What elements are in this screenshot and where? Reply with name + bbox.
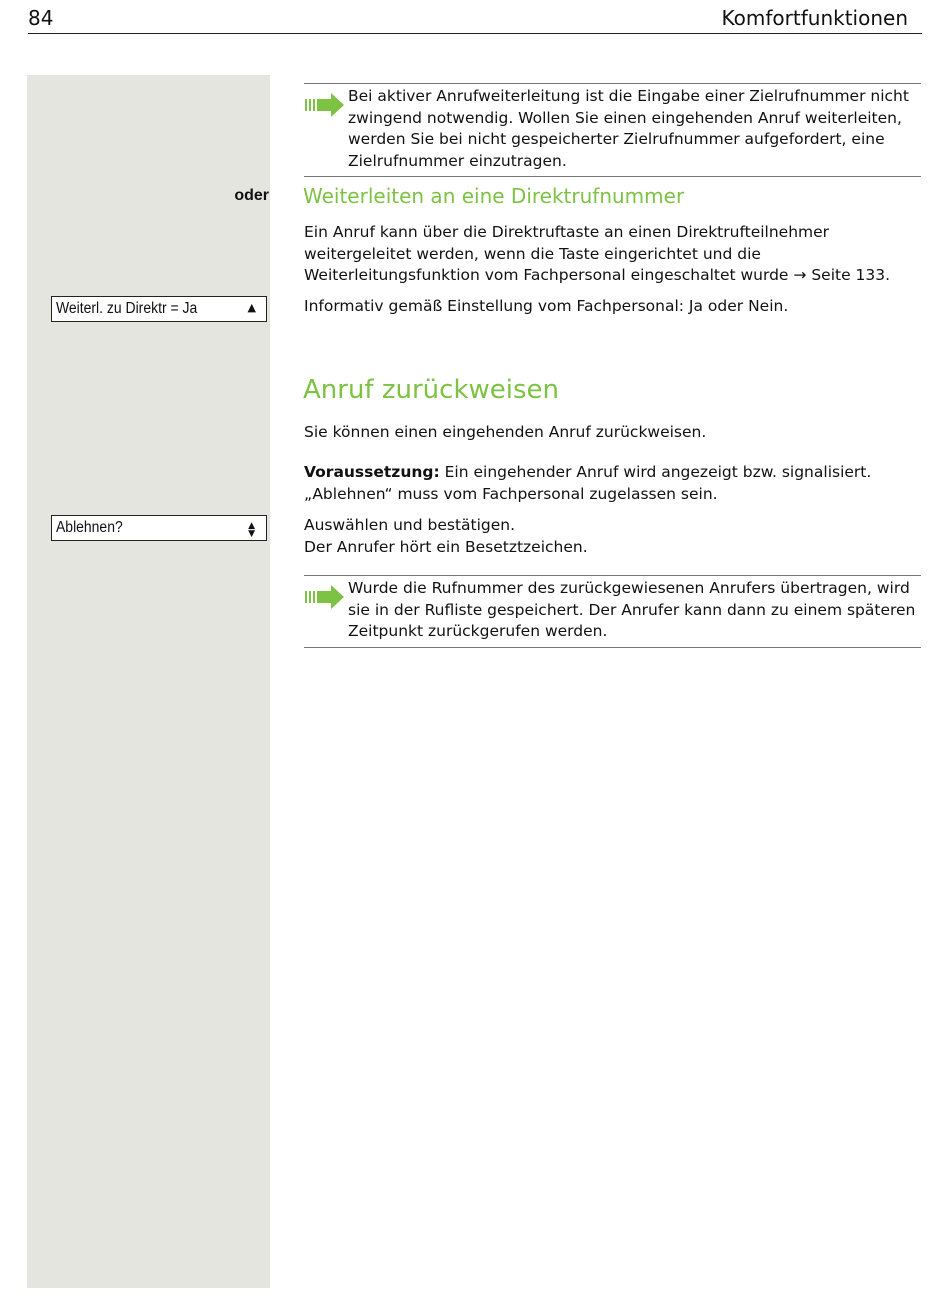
main-heading: Anruf zurückweisen xyxy=(303,375,560,405)
hint-text: Bei aktiver Anrufweiterleitung ist die Eingabe einer Zielrufnummer nicht zwingend notwendig. Wollen Sie einen eingehenden Anruf weiterleiten, werden Sie bei nicht gespeicherter Zielrufnummer aufgefordert, eine Zielrufnummer einzutragen. xyxy=(348,87,909,170)
oder-label: oder xyxy=(234,187,269,204)
section-title: Komfortfunktionen xyxy=(721,6,908,30)
display-ablehnen[interactable] xyxy=(51,515,267,541)
prerequisite-text: Ein eingehender Anruf wird angezeigt bzw. signalisiert. „Ablehnen“ muss vom Fachpersonal zugelassen sein. xyxy=(304,463,872,503)
action-text-2: Der Anrufer hört ein Besetztzeichen. xyxy=(304,538,588,556)
hint-arrow-icon xyxy=(304,92,346,118)
page-number: 84 xyxy=(28,6,54,30)
header-rule xyxy=(28,33,922,34)
display-label: Ablehnen? xyxy=(56,519,123,536)
sidebar-column xyxy=(27,75,270,1288)
hint-box xyxy=(304,575,921,648)
display-label: Weiterl. zu Direktr = Ja xyxy=(56,300,198,317)
display-note: Informativ gemäß Einstellung vom Fachpersonal: Ja oder Nein. xyxy=(304,297,789,315)
paragraph: Ein Anruf kann über die Direktruftaste an einen Direktrufteilnehmer weitergeleitet werden, wenn die Taste eingerichtet und die Weiterleitungsfunktion vom Fachpersonal eingeschaltet wurde → Seite 133. xyxy=(304,223,891,284)
scroll-up-down-icon: ▲ ▼ xyxy=(248,521,255,539)
display-weiterl-direktr[interactable] xyxy=(51,296,267,322)
scroll-up-icon: ▲ xyxy=(247,301,256,314)
hint-arrow-icon xyxy=(304,584,346,610)
prerequisite xyxy=(304,462,921,505)
action-text-1: Auswählen und bestätigen. xyxy=(304,516,516,534)
prerequisite-label: Voraussetzung: xyxy=(304,463,440,481)
hint-box xyxy=(304,83,921,177)
intro-text: Sie können einen eingehenden Anruf zurückweisen. xyxy=(304,423,707,441)
section-heading: Weiterleiten an eine Direktrufnummer xyxy=(303,184,685,208)
hint-text: Wurde die Rufnummer des zurückgewiesenen Anrufers übertragen, wird sie in der Rufliste gespeichert. Der Anrufer kann dann zu einem späteren Zeitpunkt zurückgerufen werden. xyxy=(348,579,916,640)
